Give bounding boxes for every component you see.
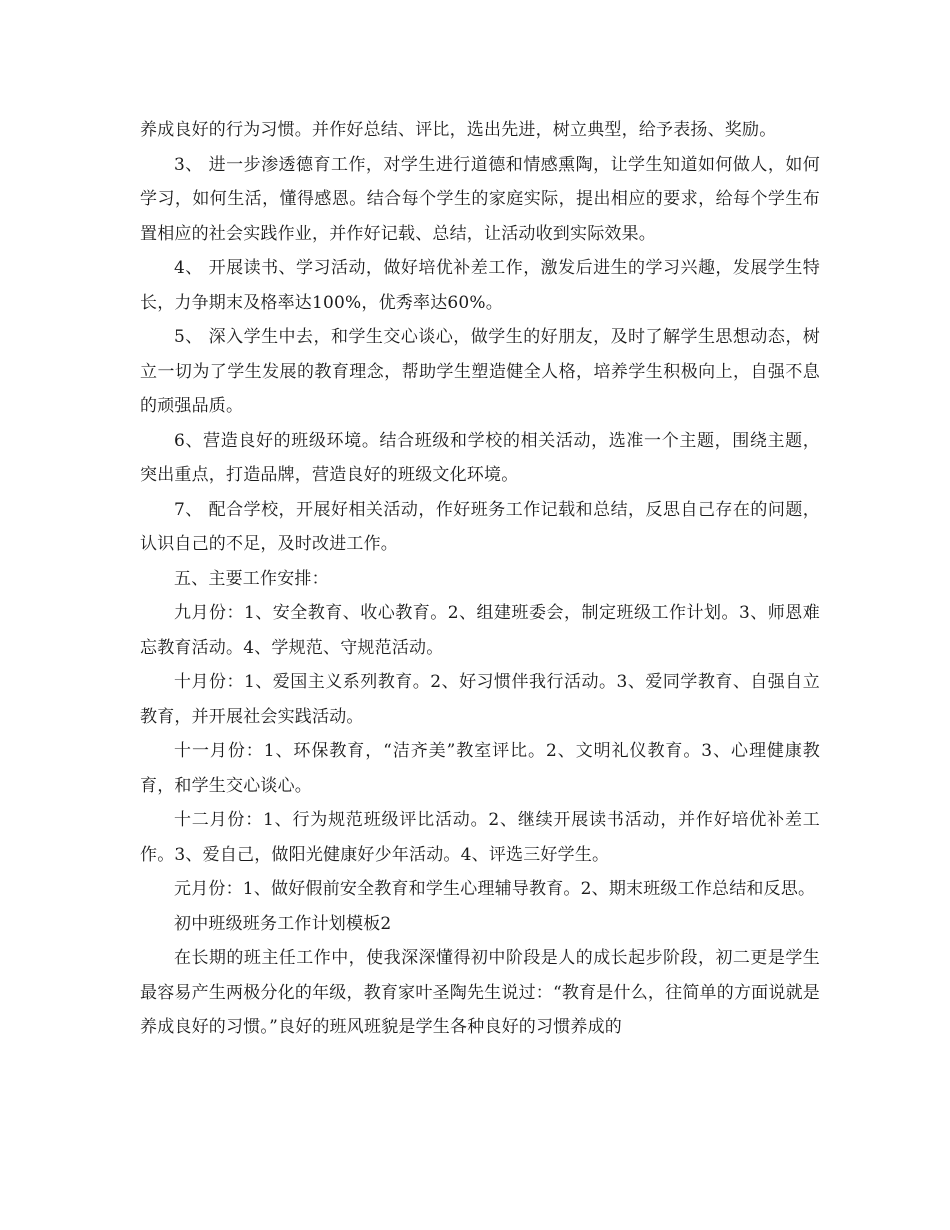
paragraph-item-4: 4、 开展读书、学习活动，做好培优补差工作，激发后进生的学习兴趣，发展学生特长，力争期末及格率达100%，优秀率达60%。 (140, 258, 820, 313)
paragraph-item-6: 6、营造良好的班级环境。结合班级和学校的相关活动，选准一个主题，围绕主题，突出重点，打造品牌，营造良好的班级文化环境。 (140, 430, 820, 485)
schedule-january: 元月份：1、做好假前安全教育和学生心理辅导教育。2、期末班级工作总结和反思。 (174, 879, 816, 899)
schedule-october: 十月份：1、爱国主义系列教育。2、好习惯伴我行活动。3、爱同学教育、自强自立教育，并开展社会实践活动。 (140, 672, 820, 727)
paragraph-item-3: 3、 进一步渗透德育工作，对学生进行道德和情感熏陶，让学生知道如何做人，如何学习，如何生活，懂得感恩。结合每个学生的家庭实际，提出相应的要求，给每个学生布置相应的社会实践作业，并作好记载、总结，让活动收到实际效果。 (140, 154, 820, 244)
template-2-title: 初中班级班务工作计划模板2 (174, 913, 392, 934)
paragraph-continuation: 养成良好的行为习惯。并作好总结、评比，选出先进，树立典型，给予表扬、奖励。 (140, 120, 777, 140)
schedule-september: 九月份：1、安全教育、收心教育。2、组建班委会，制定班级工作计划。3、师恩难忘教育活动。4、学规范、守规范活动。 (140, 603, 820, 658)
paragraph-item-7: 7、 配合学校，开展好相关活动，作好班务工作记载和总结，反思自己存在的问题，认识自己的不足，及时改进工作。 (140, 499, 820, 554)
paragraph-item-5: 5、 深入学生中去，和学生交心谈心，做学生的好朋友，及时了解学生思想动态，树立一切为了学生发展的教育理念，帮助学生塑造健全人格，培养学生积极向上，自强不息的顽强品质。 (140, 327, 820, 416)
section-heading-schedule: 五、主要工作安排： (174, 568, 329, 589)
schedule-november: 十一月份：1、环保教育，“洁齐美”教室评比。2、文明礼仪教育。3、心理健康教育，和学生交心谈心。 (140, 741, 820, 796)
document-body (140, 113, 820, 1045)
schedule-december: 十二月份：1、行为规范班级评比活动。2、继续开展读书活动，并作好培优补差工作。3、爱自己，做阳光健康好少年活动。4、评选三好学生。 (140, 810, 820, 865)
template-2-intro: 在长期的班主任工作中，使我深深懂得初中阶段是人的成长起步阶段，初二更是学生最容易产生两极分化的年级，教育家叶圣陶先生说过：“教育是什么，往简单的方面说就是养成良好的习惯。”良好的班风班貌是学生各种良好的习惯养成的 (140, 948, 820, 1037)
